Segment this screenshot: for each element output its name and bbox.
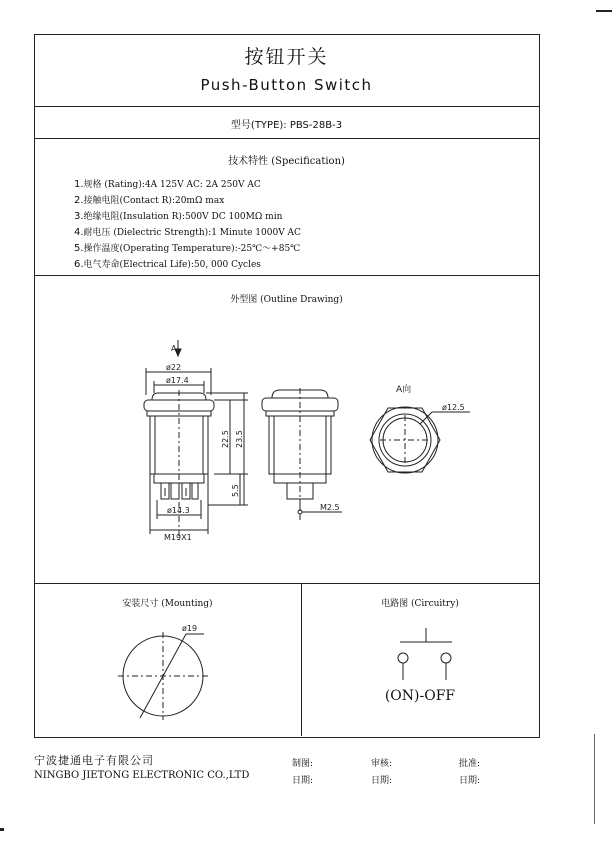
company-chinese: 宁波捷通电子有限公司 [34, 754, 154, 767]
dim-m2-5: M2.5 [320, 503, 340, 512]
spec-item-number: 6. [74, 259, 84, 270]
side-view [262, 388, 342, 520]
dim-d17-4: ø17.4 [166, 376, 189, 385]
spec-item-text: 规格 (Rating):4A 125V AC: 2A 250V AC [83, 180, 261, 190]
dim-d14-3: ø14.3 [167, 506, 190, 515]
spec-item-number: 5. [74, 243, 84, 254]
view-a-top [370, 407, 470, 473]
outline-heading: 外型图 (Outline Drawing) [230, 295, 343, 305]
mounting-d19: ø19 [182, 624, 198, 633]
spec-item-text: 接触电阻(Contact R):20mΩ max [83, 196, 225, 206]
dim-h5-5: 5.5 [231, 484, 240, 497]
mounting-heading: 安装尺寸 (Mounting) [122, 599, 213, 609]
drawn-by-label: 制图: [292, 759, 314, 769]
company-english: NINGBO JIETONG ELECTRONIC CO.,LTD [34, 770, 250, 781]
spec-item-number: 4. [74, 227, 84, 238]
circuit-symbol [380, 620, 480, 690]
spec-item-text: 绝缘电阻(Insulation R):500V DC 100MΩ min [83, 212, 283, 222]
spec-item-text: 操作温度(Operating Temperature):-25℃～+85℃ [83, 244, 301, 254]
spec-item-text: 耐电压 (Dielectric Strength):1 Minute 1000V AC [83, 228, 301, 238]
date-label-3: 日期: [459, 776, 481, 786]
dim-thread: M19X1 [164, 533, 192, 542]
arrow-a-label: A [171, 344, 177, 353]
checked-by-label: 审核: [371, 759, 393, 769]
dim-h22-5: 22.5 [221, 430, 230, 448]
spec-item-number: 1. [74, 179, 84, 190]
spec-item-number: 3. [74, 211, 84, 222]
type-line: 型号(TYPE): PBS-28B-3 [230, 120, 343, 131]
view-a-label: A向 [396, 385, 412, 395]
spec-item-text: 电气寿命(Electrical Life):50, 000 Cycles [83, 260, 261, 270]
title-english: Push-Button Switch [200, 76, 373, 94]
dim-d12-5: ø12.5 [442, 403, 465, 412]
approved-by-label: 批准: [459, 759, 481, 769]
date-label-2: 日期: [371, 776, 393, 786]
date-label-1: 日期: [292, 776, 314, 786]
circuitry-heading: 电路图 (Circuitry) [381, 599, 459, 609]
dim-h23-5: 23.5 [235, 430, 244, 448]
title-chinese: 按钮开关 [244, 46, 329, 68]
front-view [144, 340, 248, 540]
spec-heading: 技术特性 (Specification) [228, 156, 345, 167]
circuit-mode: (ON)-OFF [384, 688, 456, 704]
mounting-drawing [100, 620, 240, 730]
dim-d22: ø22 [166, 363, 182, 372]
spec-item-number: 2. [74, 195, 84, 206]
